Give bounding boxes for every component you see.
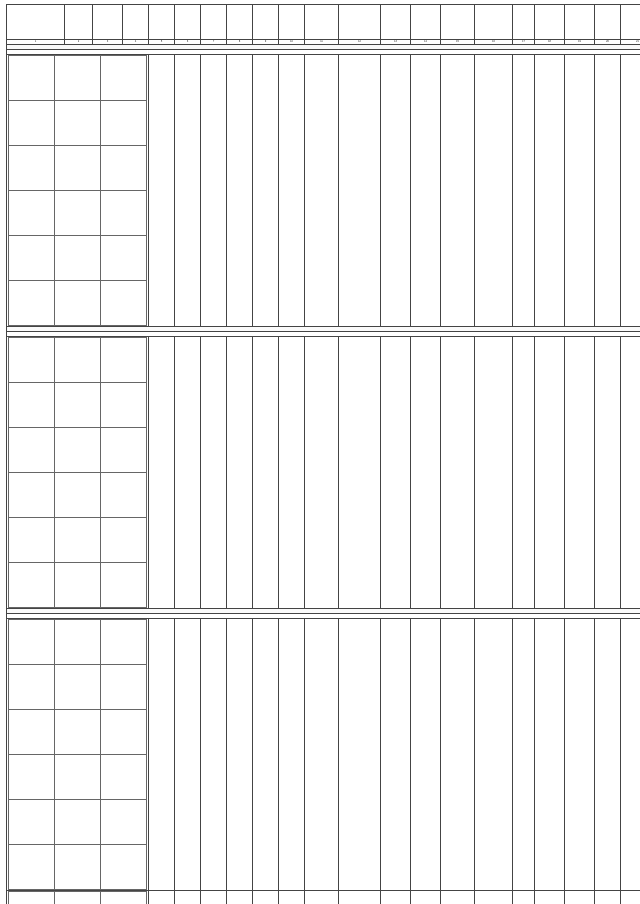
funding-source-value — [9, 146, 55, 191]
funding-source-value — [55, 281, 101, 326]
table-cell — [279, 55, 305, 327]
funding-source-value — [55, 236, 101, 281]
funding-source-value — [55, 620, 101, 665]
table-cell — [441, 55, 475, 327]
column-number-cell: 16 — [475, 40, 513, 45]
header-cell — [7, 5, 65, 40]
funding-source-value — [9, 236, 55, 281]
funding-source-value — [55, 338, 101, 383]
table-cell — [175, 55, 201, 327]
funding-source-value — [101, 56, 147, 101]
table-cell — [253, 619, 279, 891]
table-cell — [621, 337, 640, 609]
header-cell — [279, 5, 305, 40]
funding-source-row — [9, 236, 147, 281]
funding-source-value — [55, 710, 101, 755]
column-number-cell: 4 — [123, 40, 149, 45]
funding-source-value — [101, 518, 147, 563]
funding-source-row — [9, 281, 147, 326]
column-number-cell: 10 — [279, 40, 305, 45]
program-table — [6, 4, 640, 904]
table-cell — [305, 619, 339, 891]
header-cell — [201, 5, 227, 40]
table-cell — [381, 337, 411, 609]
table-cell — [175, 891, 201, 904]
header-row — [7, 5, 640, 40]
table-cell — [535, 55, 565, 327]
column-number-cell: 2 — [65, 40, 93, 45]
header-cell — [65, 5, 93, 40]
header-cell — [595, 5, 621, 40]
funding-source-value — [101, 620, 147, 665]
table-cell — [339, 891, 381, 904]
table-row — [7, 55, 640, 327]
table-cell — [595, 337, 621, 609]
table-row — [7, 619, 640, 891]
column-number-cell: 21 — [621, 40, 640, 45]
header-cell — [565, 5, 595, 40]
header-cell — [149, 5, 175, 40]
column-number-cell: 15 — [441, 40, 475, 45]
funding-source-value — [101, 281, 147, 326]
table-cell — [411, 891, 441, 904]
funding-source-value — [101, 800, 147, 845]
table-cell — [339, 337, 381, 609]
funding-source-value — [101, 428, 147, 473]
funding-source-value — [55, 800, 101, 845]
funding-source-value — [55, 383, 101, 428]
header-cell — [175, 5, 201, 40]
column-number-cell: 11 — [305, 40, 339, 45]
funding-source-value — [55, 146, 101, 191]
funding-source-value — [101, 146, 147, 191]
funding-source-row — [9, 146, 147, 191]
table-cell — [253, 891, 279, 904]
funding-source-row — [9, 518, 147, 563]
funding-source-cell — [7, 337, 149, 609]
table-cell — [595, 619, 621, 891]
funding-source-value — [101, 383, 147, 428]
header-cell — [381, 5, 411, 40]
funding-source-table — [8, 55, 147, 326]
table-cell — [475, 619, 513, 891]
funding-source-value — [9, 191, 55, 236]
funding-source-value — [9, 473, 55, 518]
table-cell — [381, 619, 411, 891]
funding-source-value — [9, 800, 55, 845]
table-row — [7, 891, 640, 904]
funding-source-value — [9, 665, 55, 710]
column-number-cell: 9 — [253, 40, 279, 45]
funding-source-value — [55, 665, 101, 710]
table-cell — [279, 891, 305, 904]
funding-source-value — [101, 710, 147, 755]
table-row — [7, 337, 640, 609]
funding-source-row — [9, 191, 147, 236]
table-cell — [565, 891, 595, 904]
column-number-cell: 1 — [7, 40, 65, 45]
header-cell — [253, 5, 279, 40]
table-cell — [535, 337, 565, 609]
funding-source-cell — [7, 891, 149, 904]
table-cell — [595, 55, 621, 327]
funding-source-value — [101, 665, 147, 710]
funding-source-row — [9, 892, 147, 904]
funding-source-value — [101, 755, 147, 800]
header-cell — [305, 5, 339, 40]
table-cell — [305, 891, 339, 904]
funding-source-cell — [7, 619, 149, 891]
table-cell — [513, 619, 535, 891]
table-cell — [305, 55, 339, 327]
column-number-cell: 3 — [93, 40, 123, 45]
table-cell — [441, 337, 475, 609]
document-page — [6, 4, 634, 904]
funding-source-row — [9, 101, 147, 146]
funding-source-value — [101, 338, 147, 383]
table-cell — [565, 55, 595, 327]
table-cell — [227, 891, 253, 904]
table-cell — [149, 337, 175, 609]
column-number-cell: 17 — [513, 40, 535, 45]
header-cell — [513, 5, 535, 40]
header-cell — [621, 5, 640, 40]
table-cell — [475, 55, 513, 327]
table-cell — [513, 891, 535, 904]
funding-source-value — [9, 101, 55, 146]
table-cell — [595, 891, 621, 904]
table-cell — [279, 619, 305, 891]
funding-source-cell — [7, 55, 149, 327]
table-cell — [411, 55, 441, 327]
funding-source-value — [55, 845, 101, 890]
table-cell — [565, 337, 595, 609]
funding-source-value — [55, 473, 101, 518]
column-number-cell: 7 — [201, 40, 227, 45]
funding-source-value — [9, 383, 55, 428]
header-cell — [535, 5, 565, 40]
column-number-cell: 13 — [381, 40, 411, 45]
funding-source-value — [101, 101, 147, 146]
header-cell — [339, 5, 381, 40]
funding-source-row — [9, 800, 147, 845]
table-cell — [149, 619, 175, 891]
funding-source-value — [55, 191, 101, 236]
funding-source-row — [9, 665, 147, 710]
funding-source-value — [55, 755, 101, 800]
table-cell — [475, 891, 513, 904]
table-cell — [227, 55, 253, 327]
table-cell — [441, 891, 475, 904]
table-cell — [513, 337, 535, 609]
funding-source-row — [9, 383, 147, 428]
table-cell — [621, 891, 640, 904]
funding-source-row — [9, 56, 147, 101]
table-cell — [621, 619, 640, 891]
table-cell — [253, 55, 279, 327]
funding-source-row — [9, 473, 147, 518]
header-cell — [475, 5, 513, 40]
header-cell — [227, 5, 253, 40]
table-cell — [149, 55, 175, 327]
table-cell — [175, 619, 201, 891]
table-cell — [565, 619, 595, 891]
table-cell — [279, 337, 305, 609]
funding-source-value — [55, 892, 101, 904]
column-number-cell: 19 — [565, 40, 595, 45]
column-number-cell: 18 — [535, 40, 565, 45]
table-cell — [201, 619, 227, 891]
header-cell — [93, 5, 123, 40]
table-cell — [381, 55, 411, 327]
funding-source-value — [101, 236, 147, 281]
funding-source-value — [9, 755, 55, 800]
funding-source-row — [9, 338, 147, 383]
funding-source-value — [55, 56, 101, 101]
funding-source-value — [55, 518, 101, 563]
table-cell — [621, 55, 640, 327]
funding-source-value — [9, 338, 55, 383]
funding-source-row — [9, 428, 147, 473]
column-number-cell: 5 — [149, 40, 175, 45]
header-cell — [441, 5, 475, 40]
funding-source-value — [9, 845, 55, 890]
table-cell — [381, 891, 411, 904]
table-cell — [441, 619, 475, 891]
header-cell — [411, 5, 441, 40]
funding-source-row — [9, 755, 147, 800]
table-cell — [411, 619, 441, 891]
funding-source-value — [55, 101, 101, 146]
funding-source-value — [101, 563, 147, 608]
funding-source-value — [101, 473, 147, 518]
table-cell — [411, 337, 441, 609]
funding-source-row — [9, 845, 147, 890]
table-cell — [253, 337, 279, 609]
table-cell — [513, 55, 535, 327]
table-cell — [339, 619, 381, 891]
table-cell — [305, 337, 339, 609]
funding-source-table — [8, 337, 147, 608]
table-cell — [227, 619, 253, 891]
funding-source-value — [9, 710, 55, 755]
funding-source-row — [9, 563, 147, 608]
table-cell — [201, 891, 227, 904]
table-cell — [475, 337, 513, 609]
table-cell — [201, 55, 227, 327]
table-cell — [339, 55, 381, 327]
column-number-cell: 14 — [411, 40, 441, 45]
funding-source-value — [101, 892, 147, 904]
column-number-cell: 12 — [339, 40, 381, 45]
column-number-cell: 20 — [595, 40, 621, 45]
funding-source-table — [8, 619, 147, 890]
funding-source-row — [9, 620, 147, 665]
table-cell — [535, 619, 565, 891]
funding-source-value — [9, 518, 55, 563]
column-number-cell: 8 — [227, 40, 253, 45]
funding-source-row — [9, 710, 147, 755]
funding-source-value — [9, 56, 55, 101]
funding-source-value — [9, 281, 55, 326]
table-cell — [149, 891, 175, 904]
funding-source-value — [55, 563, 101, 608]
table-cell — [175, 337, 201, 609]
table-cell — [227, 337, 253, 609]
funding-source-value — [101, 845, 147, 890]
table-cell — [535, 891, 565, 904]
header-cell — [123, 5, 149, 40]
table-cell — [201, 337, 227, 609]
funding-source-value — [9, 892, 55, 904]
column-number-cell: 6 — [175, 40, 201, 45]
funding-source-table — [8, 891, 147, 904]
funding-source-value — [9, 428, 55, 473]
funding-source-value — [9, 620, 55, 665]
funding-source-value — [101, 191, 147, 236]
funding-source-value — [9, 563, 55, 608]
funding-source-value — [55, 428, 101, 473]
